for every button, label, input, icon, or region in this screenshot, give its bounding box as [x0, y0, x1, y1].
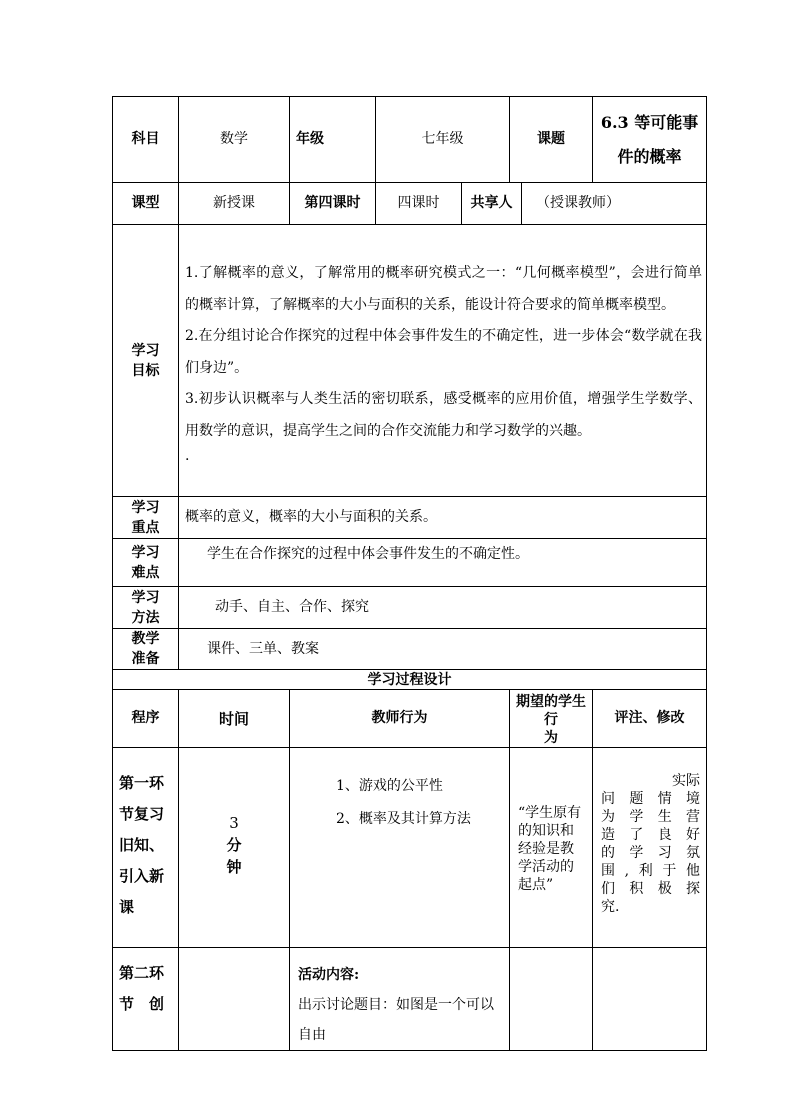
stage1-teacher-item: 1、游戏的公平性 — [336, 778, 443, 794]
prep-label — [113, 629, 179, 670]
key-label-line2: 重点 — [131, 519, 160, 536]
goals-content — [179, 225, 707, 497]
grade-label: 年级 — [290, 97, 376, 183]
stage1-remark-line: 造了良好 — [601, 827, 701, 843]
stage2-name — [113, 948, 179, 1051]
goal-item: 2.在分组讨论合作探究的过程中体会事件发生的不确定性，进一步体会“数学就在我们身边”。 — [185, 328, 703, 376]
difficulty-content: 学生在合作探究的过程中体会事件发生的不确定性。 — [179, 539, 707, 587]
col-student-line2: 为 — [544, 730, 559, 746]
goals-label-line1: 学习 — [131, 342, 160, 359]
stage1-name-line: 第一环 — [119, 774, 165, 792]
stage1-name-line: 节复习 — [119, 805, 165, 823]
prep-content: 课件、三单、教案 — [179, 629, 707, 670]
stage2-teacher — [290, 948, 510, 1051]
goal-item: 3.初步认识概率与人类生活的密切联系，感受概率的应用价值，增强学生学数学、用数学的意识，提高学生之间的合作交流能力和学习数学的兴趣。 — [185, 391, 703, 439]
stage1-remark-line: 为学生营 — [601, 809, 701, 825]
lesson-plan-table — [112, 96, 707, 1051]
col-time: 时间 — [179, 690, 290, 748]
key-content: 概率的意义，概率的大小与面积的关系。 — [179, 497, 707, 539]
stage2-remark — [593, 948, 707, 1051]
type-label: 课型 — [113, 183, 179, 225]
col-student-line1: 期望的学生行 — [516, 694, 587, 728]
key-label-line1: 学习 — [131, 499, 160, 516]
grade-value: 七年级 — [376, 97, 510, 183]
stage1-remark-line: 们积极探 — [601, 881, 701, 897]
subject-label: 科目 — [113, 97, 179, 183]
stage2-name-line: 第二环 — [119, 964, 165, 982]
subject-value: 数学 — [179, 97, 290, 183]
stage1-remark — [593, 748, 707, 948]
stage2-activity-label: 活动内容: — [298, 967, 360, 983]
process-title: 学习过程设计 — [113, 670, 707, 690]
stage1-student: “学生原有的知识和经验是教学活动的起点” — [510, 748, 593, 948]
lesson-plan — [112, 96, 706, 1051]
col-remark: 评注、修改 — [593, 690, 707, 748]
share-label: 共享人 — [462, 183, 522, 225]
stage2-student — [510, 948, 593, 1051]
stage1-time-line: 3 — [229, 814, 239, 832]
method-label — [113, 587, 179, 629]
col-student — [510, 690, 593, 748]
difficulty-label — [113, 539, 179, 587]
topic-value: 6.3 等可能事件的概率 — [593, 97, 707, 183]
goal-item: . — [185, 448, 190, 464]
stage1-time-line: 分 — [226, 836, 242, 854]
stage2-name-line: 节 创 — [119, 995, 165, 1013]
stage1-time-line: 钟 — [226, 858, 242, 876]
stage1-remark-line: 问题情境 — [601, 791, 701, 807]
stage2-time — [179, 948, 290, 1051]
method-label-line2: 方法 — [131, 609, 160, 626]
type-value: 新授课 — [179, 183, 290, 225]
stage1-name — [113, 748, 179, 948]
stage1-teacher-item: 2、概率及其计算方法 — [336, 811, 471, 827]
key-label — [113, 497, 179, 539]
prep-label-line1: 教学 — [131, 631, 160, 647]
stage1-remark-line: 究. — [601, 899, 620, 915]
goals-label — [113, 225, 179, 497]
stage1-teacher — [290, 748, 510, 948]
stage1-name-line: 课 — [119, 898, 135, 916]
period-value: 第四课时 — [290, 183, 376, 225]
difficulty-label-line1: 学习 — [131, 544, 160, 561]
periods-total: 四课时 — [376, 183, 462, 225]
stage2-activity-text: 出示讨论题目：如图是一个可以自由 — [298, 997, 494, 1043]
goals-label-line2: 目标 — [131, 362, 160, 379]
topic-label: 课题 — [510, 97, 593, 183]
stage1-name-line: 旧知、 — [119, 836, 165, 854]
stage1-time — [179, 748, 290, 948]
prep-label-line2: 准备 — [131, 651, 160, 667]
goal-item: 1.了解概率的意义，了解常用的概率研究模式之一：“几何概率模型”，会进行简单的概率计算，了解概率的大小与面积的关系，能设计符合要求的简单概率模型。 — [185, 265, 703, 313]
share-value: （授课教师） — [522, 183, 707, 225]
stage1-remark-line: 的学习氛 — [601, 845, 701, 861]
stage1-remark-line: 实际 — [672, 773, 701, 789]
col-teacher: 教师行为 — [290, 690, 510, 748]
difficulty-label-line2: 难点 — [131, 564, 160, 581]
stage1-remark-line: 围,利于他 — [601, 863, 701, 879]
col-step: 程序 — [113, 690, 179, 748]
method-label-line1: 学习 — [131, 589, 160, 606]
method-content: 动手、自主、合作、探究 — [179, 587, 707, 629]
stage1-name-line: 引入新 — [119, 867, 165, 885]
